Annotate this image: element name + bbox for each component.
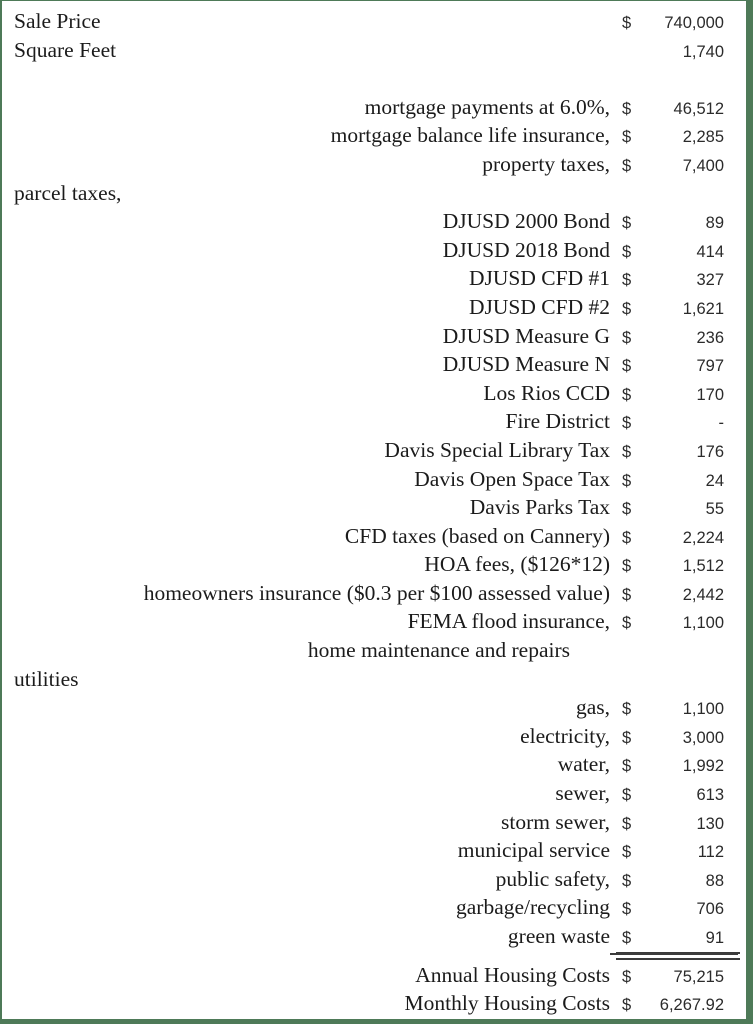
- money-cell: [610, 266, 738, 295]
- table-row: [2, 121, 746, 150]
- row-label: home maintenance and repairs: [307, 638, 570, 663]
- money-cell: [610, 9, 738, 38]
- currency-symbol: $: [622, 614, 632, 633]
- row-value: 130: [696, 814, 724, 833]
- money-cell: [610, 781, 738, 810]
- row-value: 414: [696, 242, 724, 261]
- row-label: Annual Housing Costs: [415, 962, 610, 987]
- row-value: 797: [696, 357, 724, 376]
- money-cell: [610, 352, 738, 381]
- row-value: 7,400: [682, 156, 724, 175]
- row-label: parcel taxes,: [14, 180, 122, 205]
- row-label: HOA fees, ($126*12): [424, 552, 610, 577]
- table-row: [2, 750, 746, 779]
- row-label: gas,: [575, 695, 610, 720]
- currency-symbol: $: [622, 557, 632, 576]
- currency-symbol: $: [622, 271, 632, 290]
- currency-symbol: $: [622, 14, 632, 32]
- money-cell: [610, 695, 738, 724]
- spacer-row: [2, 64, 746, 93]
- money-cell: [610, 552, 738, 581]
- row-label: DJUSD 2000 Bond: [442, 209, 610, 234]
- row-value: 613: [696, 786, 724, 805]
- table-row: [2, 150, 746, 179]
- row-label: DJUSD Measure N: [442, 352, 610, 377]
- row-label: mortgage payments at 6.0%,: [364, 94, 610, 119]
- row-label: public safety,: [495, 866, 610, 891]
- table-row: [2, 236, 746, 265]
- table-row: [2, 922, 746, 951]
- table-row: [2, 207, 746, 236]
- currency-symbol: $: [622, 871, 632, 890]
- row-value: 3,000: [682, 728, 724, 747]
- row-value: 1,512: [682, 557, 724, 576]
- table-row: [2, 836, 746, 865]
- row-value: 46,512: [673, 99, 724, 118]
- money-cell: [610, 724, 738, 753]
- money-cell: [610, 810, 738, 839]
- row-label: Sale Price: [14, 9, 101, 33]
- row-label: DJUSD 2018 Bond: [442, 237, 610, 262]
- table-row: [2, 808, 746, 837]
- currency-symbol: $: [622, 585, 632, 604]
- money-cell: [610, 991, 738, 1020]
- row-value: 6,267.92: [659, 996, 724, 1015]
- money-cell: [610, 38, 738, 67]
- money-cell: [610, 581, 738, 610]
- money-cell: [610, 524, 738, 553]
- table-row: [2, 179, 746, 208]
- currency-symbol: $: [622, 442, 632, 461]
- currency-symbol: $: [622, 242, 632, 261]
- currency-symbol: $: [622, 328, 632, 347]
- row-label: Davis Open Space Tax: [414, 466, 610, 491]
- money-cell: [610, 95, 738, 124]
- table-row: [2, 322, 746, 351]
- row-value: 112: [697, 843, 724, 862]
- money-cell: [610, 609, 738, 638]
- row-label: utilities: [14, 666, 79, 691]
- table-row: [2, 522, 746, 551]
- row-label: Square Feet: [14, 37, 117, 62]
- money-cell: [610, 838, 738, 867]
- currency-symbol: $: [622, 786, 632, 805]
- row-label: water,: [557, 752, 610, 777]
- row-label: municipal service: [457, 838, 610, 863]
- table-row: [2, 350, 746, 379]
- row-label: electricity,: [520, 723, 610, 748]
- row-value: 1,740: [682, 42, 724, 61]
- table-row: [2, 465, 746, 494]
- row-label: CFD taxes (based on Cannery): [344, 523, 610, 548]
- cost-table: [2, 7, 746, 1018]
- currency-symbol: $: [622, 814, 632, 833]
- row-value: 2,224: [682, 528, 724, 547]
- row-value: 740,000: [664, 14, 724, 32]
- table-row: [2, 93, 746, 122]
- table-row: [2, 407, 746, 436]
- money-cell: [610, 238, 738, 267]
- table-row: [2, 961, 746, 990]
- currency-symbol: $: [622, 996, 632, 1015]
- money-cell: [610, 895, 738, 924]
- table-row: [2, 293, 746, 322]
- money-cell: [610, 924, 738, 955]
- row-value: 706: [696, 900, 724, 919]
- currency-symbol: $: [622, 299, 632, 318]
- currency-symbol: $: [622, 757, 632, 776]
- row-value: 2,442: [682, 585, 724, 604]
- table-row: [2, 607, 746, 636]
- currency-symbol: $: [622, 728, 632, 747]
- currency-symbol: $: [622, 528, 632, 547]
- row-value: 89: [705, 214, 724, 233]
- money-cell: [610, 963, 738, 992]
- table-row: [2, 264, 746, 293]
- row-value: 236: [696, 328, 724, 347]
- row-value: 75,215: [673, 967, 724, 986]
- table-row: [2, 779, 746, 808]
- row-label: mortgage balance life insurance,: [330, 123, 610, 148]
- currency-symbol: $: [622, 214, 632, 233]
- money-cell: [610, 409, 738, 438]
- row-label: Fire District: [505, 409, 610, 434]
- row-value: 170: [696, 385, 724, 404]
- row-value: 88: [705, 871, 724, 890]
- row-label: storm sewer,: [500, 809, 610, 834]
- currency-symbol: $: [622, 471, 632, 490]
- table-row: [2, 989, 746, 1018]
- row-label: Los Rios CCD: [483, 380, 610, 405]
- currency-symbol: $: [622, 414, 632, 433]
- currency-symbol: $: [622, 967, 632, 986]
- currency-symbol: $: [622, 357, 632, 376]
- row-value: 55: [705, 500, 724, 519]
- table-row: [2, 436, 746, 465]
- row-label: Davis Parks Tax: [469, 495, 610, 520]
- table-row: [2, 722, 746, 751]
- currency-symbol: $: [622, 929, 632, 947]
- currency-symbol: $: [622, 900, 632, 919]
- money-cell: [610, 152, 738, 181]
- row-label: garbage/recycling: [456, 895, 610, 920]
- row-value: 91: [705, 929, 724, 947]
- row-value: 1,100: [682, 700, 724, 719]
- money-cell: [610, 295, 738, 324]
- currency-symbol: $: [622, 700, 632, 719]
- currency-symbol: $: [622, 99, 632, 118]
- table-row: [2, 665, 746, 694]
- row-label: Davis Special Library Tax: [384, 437, 610, 462]
- row-label: sewer,: [555, 781, 610, 806]
- money-cell: [610, 467, 738, 496]
- money-cell: [610, 438, 738, 467]
- table-row: [2, 493, 746, 522]
- row-value: 1,992: [682, 757, 724, 776]
- money-cell: [610, 381, 738, 410]
- row-label: homeowners insurance ($0.3 per $100 assessed value): [143, 580, 610, 605]
- table-row: [2, 636, 746, 665]
- row-label: Monthly Housing Costs: [404, 991, 610, 1016]
- currency-symbol: $: [622, 156, 632, 175]
- table-row: [2, 893, 746, 922]
- worksheet-document: [2, 1, 746, 1019]
- table-row: [2, 379, 746, 408]
- money-cell: [610, 123, 738, 152]
- currency-symbol: $: [622, 128, 632, 147]
- row-value: -: [718, 414, 724, 433]
- money-cell: [610, 752, 738, 781]
- row-label: FEMA flood insurance,: [407, 609, 610, 634]
- row-label: DJUSD CFD #2: [469, 294, 610, 319]
- currency-symbol: $: [622, 385, 632, 404]
- table-row: [2, 550, 746, 579]
- currency-symbol: $: [622, 843, 632, 862]
- money-cell: [610, 209, 738, 238]
- table-row: [2, 579, 746, 608]
- row-label: DJUSD CFD #1: [469, 266, 610, 291]
- table-row: [2, 865, 746, 894]
- row-value: 176: [696, 442, 724, 461]
- row-label: green waste: [507, 924, 610, 948]
- row-value: 1,621: [682, 299, 724, 318]
- money-cell: [610, 867, 738, 896]
- money-cell: [610, 324, 738, 353]
- row-value: 1,100: [682, 614, 724, 633]
- row-value: 327: [696, 271, 724, 290]
- table-row: [2, 36, 746, 65]
- row-label: property taxes,: [482, 151, 610, 176]
- table-row: [2, 7, 746, 36]
- row-value: 24: [705, 471, 724, 490]
- row-value: 2,285: [682, 128, 724, 147]
- money-cell: [610, 495, 738, 524]
- row-label: DJUSD Measure G: [442, 323, 610, 348]
- currency-symbol: $: [622, 500, 632, 519]
- table-row: [2, 693, 746, 722]
